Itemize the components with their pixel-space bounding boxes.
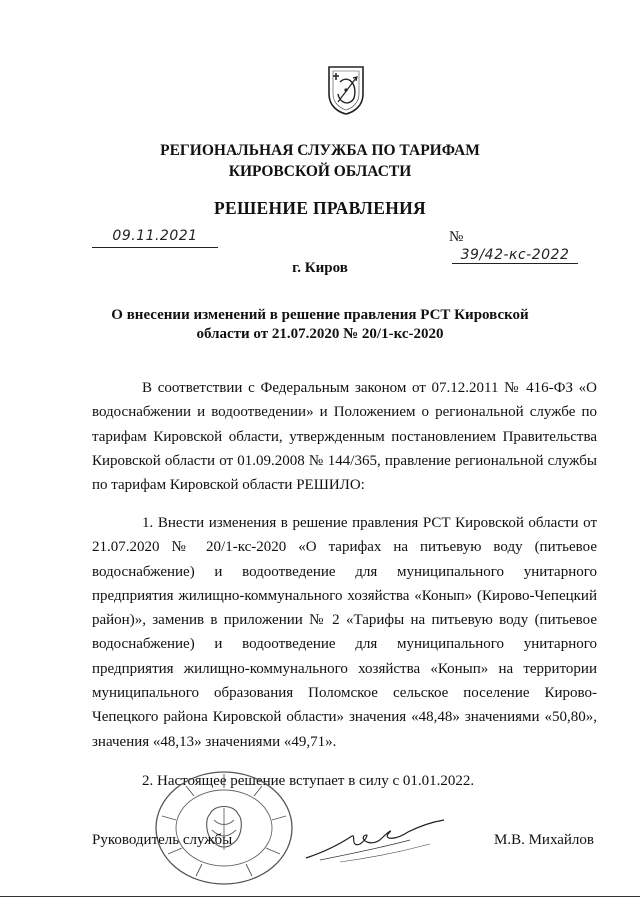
handwritten-signature <box>300 818 450 868</box>
organization-name-line2: КИРОВСКОЙ ОБЛАСТИ <box>228 163 412 180</box>
body-paragraph-2: 1. Внести изменения в решение правления РСТ Кировской области от 21.07.2020 № 20/1-кс-2020 «О тарифах на питьевую воду (питьевое водоснабжение) и водоотведение для муниципального унитарного предприятия жилищно-коммунального хозяйства «Конып» (Кирово-Чепецкий район)», заменив в приложении № 2 «Тарифы на питьевую воду (питьевое водоснабжение) и водоотведение для муниципального унитарного предприятия жилищно-коммунального хозяйства «Конып» на территории муниципального образования Поломское сельское поселение Кирово-Чепецкого района Кировской области» значения «48,48» значениями «50,80», значения «48,13» значениями «49,71». <box>92 515 597 750</box>
subject-heading <box>0 306 640 344</box>
official-stamp <box>152 768 296 888</box>
subject-line2: области от 21.07.2020 № 20/1-кс-2020 <box>196 326 444 342</box>
decision-date: 09.11.2021 <box>92 228 218 248</box>
body-paragraph-3: 2. Настоящее решение вступает в силу с 01.01.2022. <box>142 773 475 789</box>
number-sign: № <box>449 229 464 245</box>
subject-line1: О внесении изменений в решение правления РСТ Кировской <box>111 307 529 323</box>
organization-name-line1: РЕГИОНАЛЬНАЯ СЛУЖБА ПО ТАРИФАМ <box>160 142 480 159</box>
decision-number <box>449 228 594 263</box>
city: г. Киров <box>292 260 348 276</box>
bottom-rule <box>0 896 640 897</box>
decision-number-value: 39/42-кс-2022 <box>452 247 578 264</box>
signatory-title: Руководитель службы <box>92 832 233 848</box>
signatory-name: М.В. Михайлов <box>493 832 594 848</box>
coat-of-arms-icon <box>326 64 366 116</box>
decision-title: РЕШЕНИЕ ПРАВЛЕНИЯ <box>214 198 426 218</box>
organization-name <box>0 140 640 182</box>
body-paragraph-1: В соответствии с Федеральным законом от 07.12.2011 № 416-ФЗ «О водоснабжении и водоотведении» и Положением о региональной службе по тарифам Кировской области, утвержденным постановлением Правительства Кировской области от 01.09.2008 № 144/365, правление региональной службы по тарифам Кировской области РЕШИЛО: <box>92 380 597 494</box>
